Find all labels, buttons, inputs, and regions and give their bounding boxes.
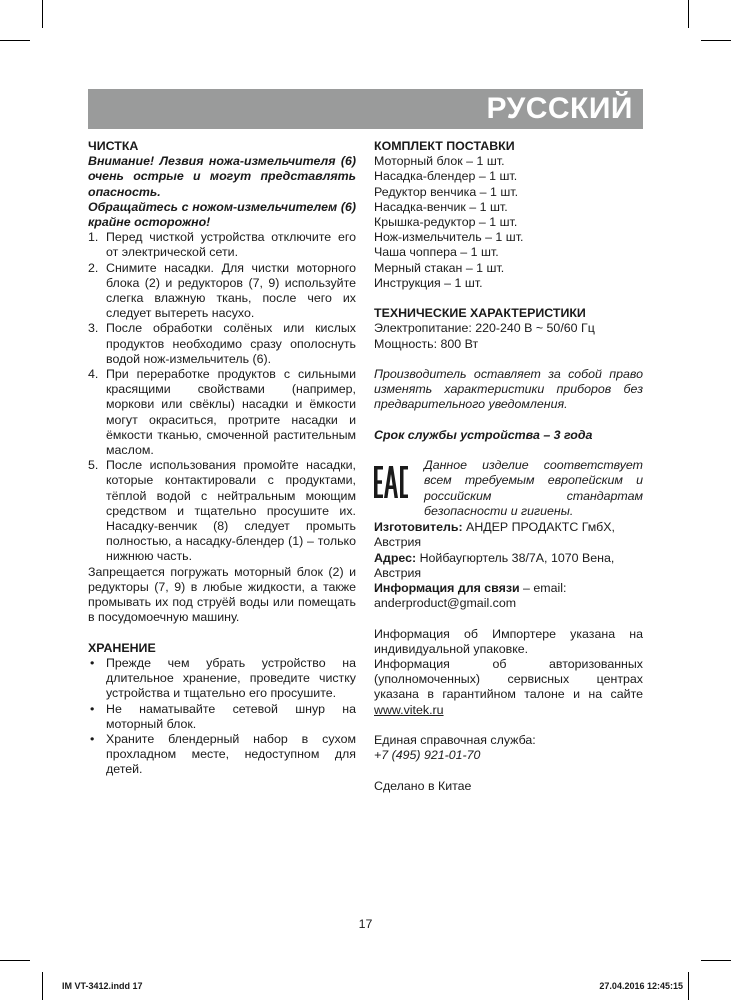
crop-mark xyxy=(701,40,731,41)
page-number: 17 xyxy=(358,917,373,931)
made-in: Сделано в Китае xyxy=(374,778,472,793)
cleaning-warning-2: Обращайтесь с ножом-измельчителем (6) крайне осторожно! xyxy=(88,199,356,230)
right-column xyxy=(374,139,643,794)
kit-item: Насадка-венчик – 1 шт. xyxy=(374,199,508,214)
left-column xyxy=(88,139,356,778)
kit-item: Чаша чоппера – 1 шт. xyxy=(374,245,499,260)
kit-item: Редуктор венчика – 1 шт. xyxy=(374,184,519,199)
eac-logo xyxy=(374,466,408,498)
crop-mark xyxy=(688,0,689,28)
cleaning-prohibition: Запрещается погружать моторный блок (2) и редукторы (7, 9) в любые жидкости, а также промывать их под струёй воды или помещать в посудомоечную машину. xyxy=(88,564,356,625)
list-item: 5. После использования промойте насадки, которые контактировали с продуктами, тёплой водой с нейтральным моющим средством и тщательно просушите их. Насадку-венчик (8) следует промыть полностью, а насадку-блендер (1) – только нижнюю часть. xyxy=(88,458,356,564)
kit-item: Инструкция – 1 шт. xyxy=(374,275,483,290)
compliance-text: Данное изделие соответствует всем требуемым европейским и российским стандартам безопасности и гигиены. xyxy=(424,458,643,518)
list-item: 4. При переработке продуктов с сильными красящими свойствами (например, моркови или свёклы) насадки и ёмкости могут окраситься, протрите насадки и ёмкости тканью, смоченной растительным маслом. xyxy=(88,367,356,458)
crop-mark xyxy=(42,972,43,1000)
banner-title: РУССКИЙ xyxy=(486,92,633,125)
storage-heading: ХРАНЕНИЕ xyxy=(88,640,156,655)
storage-list xyxy=(88,656,356,778)
compliance-block xyxy=(374,458,643,520)
helpline-phone: +7 (495) 921-01-70 xyxy=(374,748,481,763)
kit-heading: КОМПЛЕКТ ПОСТАВКИ xyxy=(374,139,515,153)
cleaning-steps xyxy=(88,230,356,564)
address: Адрес: Нойбаугюртель 38/7А, 1070 Вена, Австрия xyxy=(374,550,615,580)
kit-item: Крышка-редуктор – 1 шт. xyxy=(374,215,518,230)
list-item: 2. Снимите насадки. Для чистки моторного блока (2) и редукторов (7, 9) используйте слегка влажную ткань, после чего их следует вытереть насухо. xyxy=(88,260,356,321)
footer-date: 27.04.2016 12:45:15 xyxy=(599,981,683,991)
kit-item: Нож-измельчитель – 1 шт. xyxy=(374,230,524,245)
crop-mark xyxy=(0,960,30,961)
kit-item: Моторный блок – 1 шт. xyxy=(374,154,505,169)
specs-power-supply: Электропитание: 220-240 В ~ 50/60 Гц xyxy=(374,321,595,336)
service-life: Срок службы устройства – 3 года xyxy=(374,427,593,442)
list-item: • Храните блендерный набор в сухом прохладном месте, недоступном для детей. xyxy=(90,731,356,777)
disclaimer: Производитель оставляет за собой право изменять характеристики приборов без предварительного уведомления. xyxy=(374,367,643,412)
vitek-link[interactable]: www.vitek.ru xyxy=(374,702,444,717)
list-item: 1. Перед чисткой устройства отключите его от электрической сети. xyxy=(88,230,356,260)
list-item: • Прежде чем убрать устройство на длительное хранение, проведите чистку устройства и тщательно его просушите. xyxy=(90,655,356,701)
crop-mark xyxy=(688,972,689,1000)
list-item: • Не наматывайте сетевой шнур на моторный блок. xyxy=(90,701,356,731)
crop-mark xyxy=(0,40,30,41)
helpline-label: Единая справочная служба: xyxy=(374,733,536,748)
footer-file: IM VT-3412.indd 17 xyxy=(62,981,143,991)
service-info: Информация об авторизованных (уполномоченных) сервисных центрах указана в гарантийном талоне и на сайте www.vitek.ru xyxy=(374,657,643,717)
kit-item: Мерный стакан – 1 шт. xyxy=(374,260,505,275)
cleaning-heading: ЧИСТКА xyxy=(88,139,139,153)
importer-info: Информация об Импортере указана на индивидуальной упаковке. xyxy=(374,626,643,656)
list-item: 3. После обработки солёных или кислых продуктов необходимо сразу ополоснуть водой нож-измельчитель (6). xyxy=(88,321,356,366)
cleaning-warning-1: Внимание! Лезвия ножа-измельчителя (6) очень острые и могут представлять опасность. xyxy=(88,154,356,199)
language-banner xyxy=(88,89,643,129)
crop-mark xyxy=(701,960,731,961)
crop-mark xyxy=(42,0,43,28)
manufacturer: Изготовитель: АНДЕР ПРОДАКТС ГмбХ, Австрия xyxy=(374,520,615,550)
kit-item: Насадка-блендер – 1 шт. xyxy=(374,169,518,184)
contact: Информация для связи – email: anderproduct@gmail.com xyxy=(374,581,567,611)
specs-power: Мощность: 800 Вт xyxy=(374,336,479,351)
specs-heading: ТЕХНИЧЕСКИЕ ХАРАКТЕРИСТИКИ xyxy=(374,306,586,321)
